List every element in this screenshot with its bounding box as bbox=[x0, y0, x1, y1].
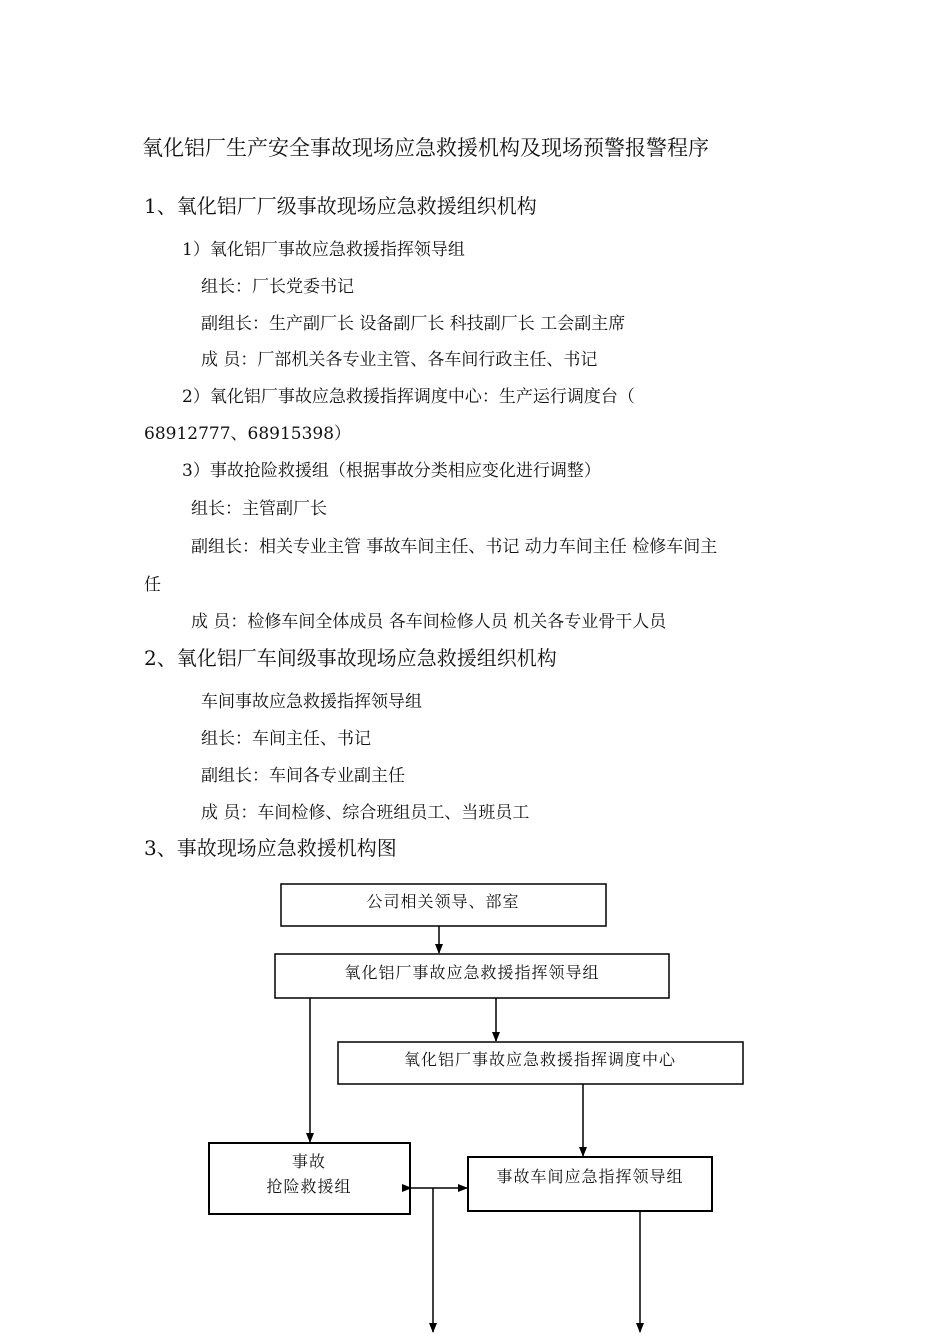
section-1-heading: 1、氧化铝厂厂级事故现场应急救援组织机构 bbox=[144, 194, 537, 218]
node-rescue-label-line2: 抢险救援组 bbox=[266, 1177, 352, 1196]
group-1-deputy: 副组长：生产副厂长 设备副厂长 科技副厂长 工会副主席 bbox=[201, 314, 626, 334]
node-dispatch-label: 氧化铝厂事故应急救援指挥调度中心 bbox=[403, 1050, 677, 1069]
node-workshop bbox=[468, 1157, 712, 1211]
page-title: 氧化铝厂生产安全事故现场应急救援机构及现场预警报警程序 bbox=[142, 136, 709, 160]
workshop-group-deputy: 副组长：车间各专业副主任 bbox=[201, 766, 405, 786]
node-rescue bbox=[209, 1143, 410, 1214]
dispatch-phone-numbers: 68912777、68915398） bbox=[144, 424, 352, 444]
group-1-title: 1）氧化铝厂事故应急救援指挥领导组 bbox=[182, 240, 465, 260]
workshop-group-title: 车间事故应急救援指挥领导组 bbox=[201, 692, 422, 712]
workshop-group-leader: 组长：车间主任、书记 bbox=[201, 729, 371, 749]
workshop-group-members: 成 员：车间检修、综合班组员工、当班员工 bbox=[201, 803, 530, 823]
group-3-leader: 组长：主管副厂长 bbox=[191, 499, 327, 519]
group-2-title: 2）氧化铝厂事故应急救援指挥调度中心：生产运行调度台（ bbox=[182, 387, 635, 407]
node-company bbox=[281, 884, 606, 926]
section-3-heading: 3、事故现场应急救援机构图 bbox=[144, 836, 397, 860]
section-2-heading: 2、氧化铝厂车间级事故现场应急救援组织机构 bbox=[144, 646, 557, 670]
node-plant-leader-label: 氧化铝厂事故应急救援指挥领导组 bbox=[344, 963, 600, 982]
node-rescue-label-line1: 事故 bbox=[291, 1152, 327, 1171]
node-company-label: 公司相关领导、部室 bbox=[366, 892, 520, 911]
node-dispatch bbox=[338, 1042, 743, 1084]
group-1-members: 成 员：厂部机关各专业主管、各车间行政主任、书记 bbox=[201, 350, 598, 370]
group-3-deputy: 副组长：相关专业主管 事故车间主任、书记 动力车间主任 检修车间主 bbox=[191, 537, 718, 557]
group-3-deputy-wrap: 任 bbox=[144, 575, 161, 595]
node-plant-leader bbox=[275, 954, 669, 998]
group-3-members: 成 员：检修车间全体成员 各车间检修人员 机关各专业骨干人员 bbox=[191, 612, 667, 632]
node-workshop-label: 事故车间应急指挥领导组 bbox=[496, 1167, 684, 1186]
group-3-title: 3）事故抢险救援组（根据事故分类相应变化进行调整） bbox=[182, 461, 601, 481]
group-1-leader: 组长：厂长党委书记 bbox=[201, 277, 354, 297]
